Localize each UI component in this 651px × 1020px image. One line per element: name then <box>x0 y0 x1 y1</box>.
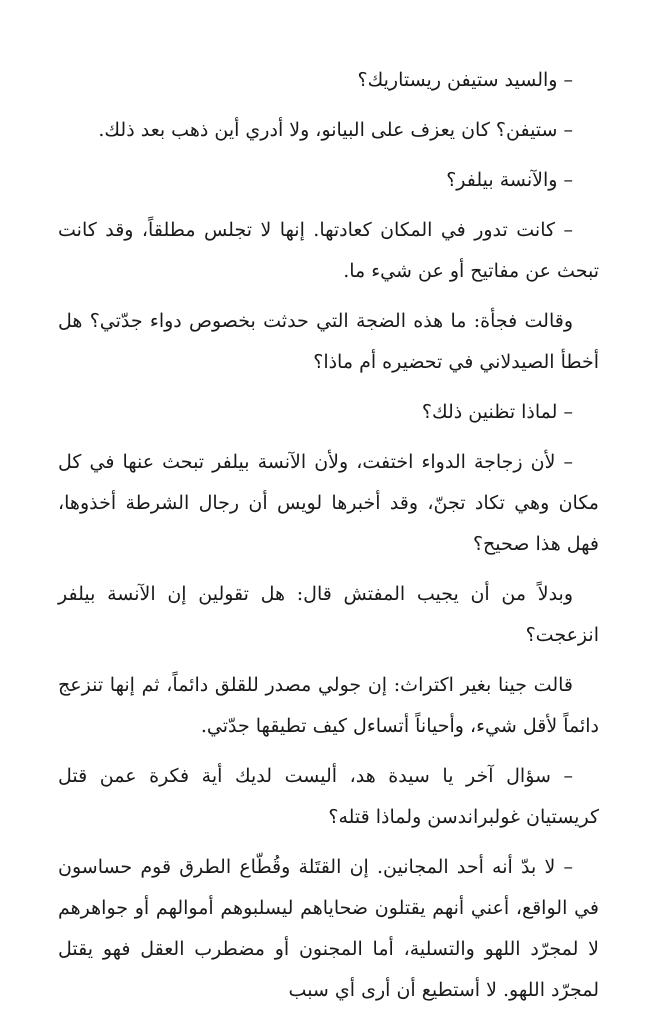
paragraph-11: – لا بدّ أنه أحد المجانين. إن القتَلة وقُطّاع الطرق قوم حساسون في الواقع، أعني أنهم يقتلون ضحاياهم ليسلبوهم أموالهم أو جواهرهم لا لمجرّد اللهو والتسلية، أما المجنون أو مضطرب العقل فهو يقتل لمجرّد اللهو. لا أستطيع أن أرى أي سبب <box>58 856 599 1001</box>
paragraph-5: وقالت فجأة: ما هذه الضجة التي حدثت بخصوص دواء جدّتي؟ هل أخطأ الصيدلاني في تحضيره أم ماذا؟ <box>58 310 599 373</box>
paragraph-6: – لماذا تظنين ذلك؟ <box>421 401 573 423</box>
paragraph-2: – ستيفن؟ كان يعزف على البيانو، ولا أدري أين ذهب بعد ذلك. <box>98 119 573 141</box>
paragraph-3: – والآنسة بيلفر؟ <box>446 169 573 191</box>
paragraph-1: – والسيد ستيفن ريستاريك؟ <box>357 69 573 91</box>
paragraph-10: – سؤال آخر يا سيدة هد، أليست لديك أية فكرة عمن قتل كريستيان غولبراندسن ولماذا قتله؟ <box>58 765 599 828</box>
paragraph-9: قالت جينا بغير اكتراث: إن جولي مصدر للقلق دائماً، ثم إنها تنزعج دائماً لأقل شيء، وأحياناً أتساءل كيف تطيقها جدّتي. <box>58 674 599 737</box>
paragraph-8: وبدلاً من أن يجيب المفتش قال: هل تقولين إن الآنسة بيلفر انزعجت؟ <box>58 583 599 646</box>
paragraph-4: – كانت تدور في المكان كعادتها. إنها لا تجلس مطلقاً، وقد كانت تبحث عن مفاتيح أو عن شيء ما. <box>58 219 599 282</box>
page-body-text <box>58 60 599 1020</box>
paragraph-7: – لأن زجاجة الدواء اختفت، ولأن الآنسة بيلفر تبحث عنها في كل مكان وهي تكاد تجنّ، وقد أخبرها لويس أن رجال الشرطة أخذوها، فهل هذا صحيح؟ <box>58 451 599 555</box>
